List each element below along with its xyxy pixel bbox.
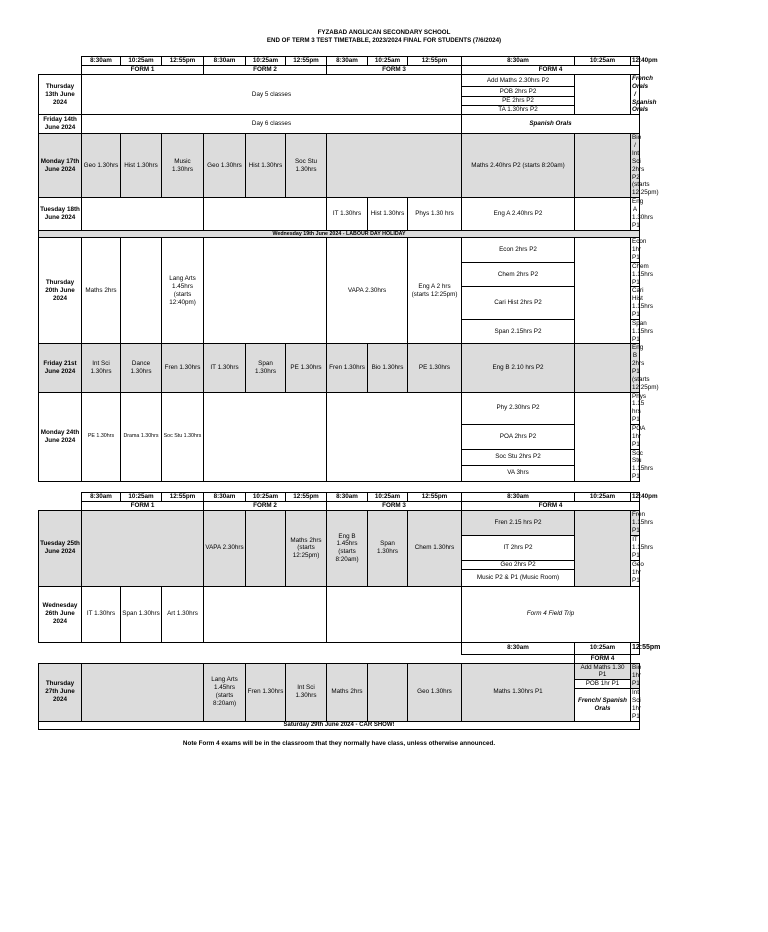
- day-row-fri21: [39, 344, 640, 392]
- table-cell: Span 1.30hrs: [246, 344, 286, 392]
- table-cell: [204, 392, 327, 481]
- table-cell: 8:30am: [327, 57, 368, 66]
- table-cell: Int Sci 1hr P1: [632, 689, 642, 720]
- table-cell: [327, 134, 462, 198]
- table-cell: Thursday 20th June 2024: [39, 238, 82, 344]
- table-cell: Lang Arts 1.45hrs (starts 12:40pm): [162, 238, 204, 344]
- table-cell: VA 3hrs: [462, 465, 575, 481]
- table-cell: [575, 134, 631, 198]
- table-cell: Bio 1.30hrs: [368, 344, 408, 392]
- table-cell: [204, 238, 327, 344]
- day-row-mon17: [39, 134, 640, 198]
- timetable-week-2: [38, 492, 661, 730]
- day-row-tue25: [39, 511, 640, 536]
- table-cell: 10:25am: [575, 642, 631, 654]
- table-cell: Geo 2hrs P2: [462, 560, 575, 569]
- table-cell: Add Maths 1.30 P1: [575, 663, 631, 680]
- timetable-week-1: [38, 56, 659, 482]
- table-cell: [39, 642, 462, 654]
- table-cell: Span 1.30hrs: [121, 586, 162, 642]
- table-cell: Friday 21st June 2024: [39, 344, 82, 392]
- table-cell: 10:25am: [246, 57, 286, 66]
- table-cell: 12:55pm: [408, 493, 462, 502]
- table-cell: POA 2hrs P2: [462, 424, 575, 449]
- table-cell: [575, 344, 631, 392]
- table-cell: Wednesday 19th June 2024 - LABOUR DAY HOLIDAY: [39, 230, 640, 238]
- table-cell: 12:55pm: [408, 57, 462, 66]
- table-cell: Fren 1.30hrs: [327, 344, 368, 392]
- table-cell: Soc Stu 1.30hrs: [162, 392, 204, 481]
- table-cell: Maths 2hrs: [327, 663, 368, 721]
- table-cell: Eng B 2hrs P1 (starts 12:25pm): [632, 344, 659, 391]
- table-cell: 8:30am: [82, 57, 121, 66]
- day-row-mon24: [39, 392, 640, 424]
- table-cell: Int Sci 1.30hrs: [286, 663, 327, 721]
- table-cell: Hist 1.30hrs: [368, 198, 408, 230]
- table-cell: 10:25am: [368, 57, 408, 66]
- table-cell: Geo 1hr P1: [631, 560, 640, 586]
- table-cell: Maths 1.30hrs P1: [462, 663, 575, 721]
- table-cell: 12:40pm: [632, 493, 658, 501]
- table-cell: Art 1.30hrs: [162, 586, 204, 642]
- table-cell: Saturday 29th June 2024 - CAR SHOW!: [39, 721, 640, 730]
- table-cell: Maths 2hrs (starts 12:25pm): [286, 511, 327, 587]
- table-cell: Int Sci 1.30hrs: [82, 344, 121, 392]
- school-name: FYZABAD ANGLICAN SECONDARY SCHOOL: [317, 29, 451, 36]
- table-cell: FORM 3: [327, 502, 462, 511]
- table-cell: [204, 586, 327, 642]
- table-cell: VAPA 2.30hrs: [204, 511, 246, 587]
- day-row-thu13: [39, 75, 640, 87]
- table-cell: [575, 75, 631, 115]
- table-cell: French Orals / Spanish Orals: [632, 75, 657, 114]
- table-cell: Phy 2.30hrs P2: [462, 392, 575, 424]
- table-cell: Drama 1.30hrs: [121, 392, 162, 481]
- table-cell: FORM 4: [462, 502, 640, 511]
- table-cell: Cari Hist 1.15hrs P1: [632, 287, 654, 318]
- form-1-header: FORM 1: [82, 66, 204, 75]
- table-cell: 10:25am: [575, 493, 631, 502]
- table-cell: French/ Spanish Orals: [575, 689, 631, 721]
- table-cell: Geo 1.30hrs: [204, 134, 246, 198]
- form-header-row: [39, 66, 640, 75]
- table-cell: Form 4 Field Trip: [462, 586, 640, 642]
- table-cell: 8:30am: [82, 493, 121, 502]
- table-cell: Maths 2.40hrs P2 (starts 8:20am): [462, 134, 575, 198]
- table-cell: [82, 198, 204, 230]
- table-cell: 8:30am: [327, 493, 368, 502]
- table-cell: IT 1.30hrs: [327, 198, 368, 230]
- table-cell: Eng A 2.40hrs P2: [462, 198, 575, 230]
- table-cell: [327, 586, 462, 642]
- table-cell: IT 1.30hrs: [204, 344, 246, 392]
- table-cell: Day 6 classes: [82, 115, 462, 134]
- table-cell: 10:25am: [121, 493, 162, 502]
- table-cell: Geo 1.30hrs: [408, 663, 462, 721]
- day-row-wed26: [39, 586, 640, 642]
- table-cell: FORM 2: [204, 502, 327, 511]
- table-cell: [327, 392, 462, 481]
- table-cell: Tuesday 25th June 2024: [39, 511, 82, 587]
- table-cell: Eng A 2 hrs (starts 12:25pm): [408, 238, 462, 344]
- table-cell: Fren 1.30hrs: [162, 344, 204, 392]
- table-cell: [39, 66, 82, 75]
- table-cell: Friday 14th June 2024: [39, 115, 82, 134]
- form-4-time-subheader: [39, 642, 640, 654]
- table-cell: Monday 17th June 2024: [39, 134, 82, 198]
- table-cell: 8:30am: [204, 57, 246, 66]
- table-cell: Cari Hist 2hrs P2: [462, 287, 575, 319]
- table-cell: [246, 511, 286, 587]
- table-cell: Tuesday 18th June 2024: [39, 198, 82, 230]
- table-cell: 12:55pm: [631, 642, 640, 654]
- table-cell: [575, 238, 631, 344]
- table-cell: PE 1.30hrs: [408, 344, 462, 392]
- table-cell: 10:25am: [121, 57, 162, 66]
- table-cell: [39, 493, 82, 502]
- table-cell: Eng B 2.10 hrs P2: [462, 344, 575, 392]
- form-4-header: FORM 4: [462, 66, 640, 75]
- table-cell: Econ 1hr P1: [632, 238, 647, 261]
- table-cell: Music 1.30hrs: [162, 134, 204, 198]
- holiday-row: [39, 230, 640, 238]
- table-cell: [575, 198, 631, 230]
- table-cell: VAPA 2.30hrs: [327, 238, 408, 344]
- day-row-tue18: [39, 198, 640, 230]
- table-cell: PE 1.30hrs: [82, 392, 121, 481]
- table-cell: [631, 654, 640, 663]
- table-cell: Fren 1.30hrs: [246, 663, 286, 721]
- table-cell: Bio / Int Sci 2hrs P2 (starts 12.25pm): [632, 134, 659, 197]
- form-3-header: FORM 3: [327, 66, 462, 75]
- time-header-row: [39, 57, 640, 66]
- table-cell: Soc Stu 2hrs P2: [462, 449, 575, 465]
- table-cell: Soc Stu 1.30hrs: [286, 134, 327, 198]
- table-cell: Thursday 27th June 2024: [39, 663, 82, 721]
- table-cell: POB 2hrs P2: [462, 87, 575, 96]
- table-cell: [39, 502, 82, 511]
- table-cell: [368, 663, 408, 721]
- table-cell: [575, 392, 631, 481]
- table-cell: POB 1hr P1: [575, 680, 631, 689]
- table-cell: [82, 663, 204, 721]
- table-cell: Music P2 & P1 (Music Room): [462, 569, 575, 586]
- table-cell: Span 1.30hrs: [368, 511, 408, 587]
- table-cell: Span 1.15hrs P1: [632, 319, 654, 343]
- table-cell: 8:30am: [462, 642, 575, 654]
- table-cell: Dance 1.30hrs: [121, 344, 162, 392]
- car-show-row: [39, 721, 640, 730]
- table-cell: IT 1.15hrs P1: [632, 535, 654, 559]
- table-cell: Spanish Orals: [462, 115, 640, 134]
- time-header-row-2: [39, 493, 640, 502]
- table-cell: [82, 511, 204, 587]
- table-cell: IT 2hrs P2: [462, 535, 575, 560]
- table-cell: [462, 654, 575, 663]
- table-cell: Fren 1.15hrs P1: [632, 511, 654, 534]
- form-header-row-2: [39, 502, 640, 511]
- table-cell: Chem 1.15hrs P1: [632, 262, 654, 286]
- table-cell: Hist 1.30hrs: [246, 134, 286, 198]
- table-cell: 12:55pm: [286, 493, 327, 502]
- table-cell: Eng A 1.30hrs P1: [632, 198, 654, 229]
- table-cell: IT 1.30hrs: [82, 586, 121, 642]
- table-cell: [575, 511, 631, 587]
- table-cell: [121, 238, 162, 344]
- table-cell: 8:30am: [462, 57, 575, 66]
- table-cell: Add Maths 2.30hrs P2: [462, 75, 575, 87]
- form-4-note: Note Form 4 exams will be in the classroom that they normally have class, unless otherwise announced.: [182, 740, 496, 747]
- table-cell: 12:55pm: [286, 57, 327, 66]
- table-cell: [204, 198, 327, 230]
- table-cell: Eng B 1.45hrs (starts 8:20am): [327, 511, 368, 587]
- table-cell: [39, 57, 82, 66]
- table-cell: [39, 654, 462, 663]
- timetable-title: END OF TERM 3 TEST TIMETABLE, 2023/2024 FINAL FOR STUDENTS (7/6/2024): [266, 37, 502, 44]
- table-cell: FORM 1: [82, 502, 204, 511]
- table-cell: 10:25am: [246, 493, 286, 502]
- table-cell: 12:55pm: [162, 493, 204, 502]
- table-cell: Chem 1.30hrs: [408, 511, 462, 587]
- form-2-header: FORM 2: [204, 66, 327, 75]
- table-cell: Econ 2hrs P2: [462, 238, 575, 263]
- table-cell: 10:25am: [575, 57, 631, 66]
- table-cell: Geo 1.30hrs: [82, 134, 121, 198]
- table-cell: Phys 1.15 hrs P1: [632, 392, 646, 424]
- table-cell: 10:25am: [368, 493, 408, 502]
- table-cell: Thursday 13th June 2024: [39, 75, 82, 115]
- table-cell: Hist 1.30hrs: [121, 134, 162, 198]
- table-cell: Maths 2hrs: [82, 238, 121, 344]
- table-cell: Soc Stu 1.15hrs P1: [632, 449, 654, 481]
- table-cell: Phys 1.30 hrs: [408, 198, 462, 230]
- table-cell: 8:30am: [204, 493, 246, 502]
- table-cell: Day 5 classes: [82, 75, 462, 115]
- table-cell: POA 1hr P1: [632, 424, 646, 448]
- day-row-thu27: [39, 663, 640, 680]
- table-cell: Span 2.15hrs P2: [462, 319, 575, 344]
- table-cell: Chem 2hrs P2: [462, 262, 575, 287]
- table-cell: 12:40pm: [632, 57, 658, 65]
- table-cell: Bio 1hr P1: [632, 664, 642, 687]
- table-cell: PE 2hrs P2: [462, 96, 575, 105]
- table-cell: Fren 2.15 hrs P2: [462, 511, 575, 536]
- day-row-thu20: [39, 238, 640, 263]
- table-cell: Monday 24th June 2024: [39, 392, 82, 481]
- table-cell: Lang Arts 1.45hrs (starts 8:20am): [204, 663, 246, 721]
- table-cell: FORM 4: [575, 654, 631, 663]
- day-row-fri14: [39, 115, 640, 134]
- table-cell: 12:55pm: [162, 57, 204, 66]
- table-cell: 8:30am: [462, 493, 575, 502]
- table-cell: PE 1.30hrs: [286, 344, 327, 392]
- table-cell: Wednesday 26th June 2024: [39, 586, 82, 642]
- table-cell: TA 1.30hrs P2: [462, 105, 575, 114]
